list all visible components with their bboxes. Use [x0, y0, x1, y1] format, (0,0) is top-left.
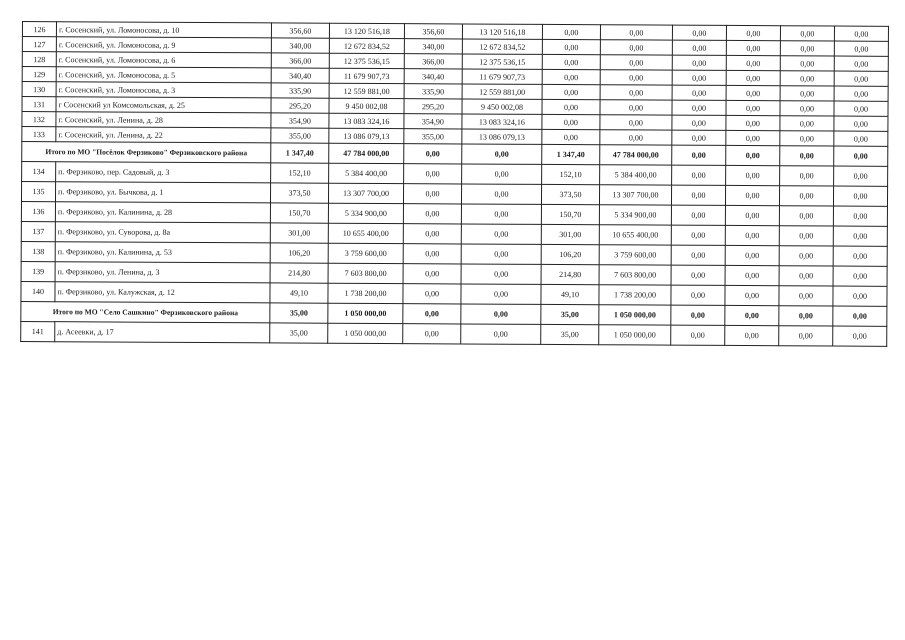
- value-cell: 0,00: [833, 246, 887, 266]
- value-cell: 0,00: [600, 55, 672, 70]
- row-number: 133: [22, 127, 56, 142]
- value-cell: 0,00: [461, 184, 541, 204]
- value-cell: 150,70: [270, 203, 328, 223]
- row-number: 134: [22, 162, 56, 182]
- value-cell: 0,00: [725, 245, 779, 265]
- value-cell: 0,00: [671, 285, 725, 305]
- value-cell: 0,00: [725, 285, 779, 305]
- value-cell: 335,90: [271, 83, 329, 98]
- value-cell: 5 334 900,00: [328, 203, 403, 223]
- value-cell: 0,00: [672, 100, 726, 115]
- value-cell: 0,00: [542, 84, 600, 99]
- row-number: 138: [21, 241, 55, 261]
- row-number: 137: [21, 221, 55, 241]
- address-cell: г. Сосенский, ул. Ломоносова, д. 5: [56, 67, 271, 83]
- row-number: 131: [22, 97, 56, 112]
- value-cell: 1 347,40: [542, 144, 600, 164]
- value-cell: 0,00: [672, 70, 726, 85]
- value-cell: 0,00: [780, 86, 834, 101]
- value-cell: 0,00: [726, 165, 780, 185]
- value-cell: 301,00: [270, 223, 328, 243]
- value-cell: 3 759 600,00: [599, 245, 671, 265]
- value-cell: 0,00: [600, 85, 672, 100]
- value-cell: 9 450 002,08: [329, 98, 404, 113]
- address-cell: г. Сосенский, ул. Ломоносова, д. 10: [56, 22, 271, 38]
- value-cell: 0,00: [403, 304, 461, 324]
- value-cell: 1 738 200,00: [328, 283, 403, 303]
- value-cell: 340,40: [404, 69, 462, 84]
- value-cell: 1 347,40: [271, 143, 329, 163]
- value-cell: 13 086 079,13: [329, 128, 404, 143]
- value-cell: 335,90: [404, 84, 462, 99]
- value-cell: 0,00: [671, 265, 725, 285]
- address-cell: п. Ферзиково, ул. Калинина, д. 53: [55, 242, 270, 263]
- address-cell: д. Асеевки, д. 17: [55, 322, 270, 343]
- value-cell: 366,00: [271, 53, 329, 68]
- address-cell: п. Ферзиково, пер. Садовый, д. 3: [56, 162, 271, 183]
- value-cell: 0,00: [672, 40, 726, 55]
- value-cell: 0,00: [725, 265, 779, 285]
- value-cell: 9 450 002,08: [462, 99, 542, 114]
- row-number: 136: [21, 201, 55, 221]
- value-cell: 0,00: [779, 266, 833, 286]
- value-cell: 0,00: [779, 326, 833, 346]
- value-cell: 150,70: [541, 204, 599, 224]
- value-cell: 5 384 400,00: [329, 163, 404, 183]
- value-cell: 0,00: [725, 205, 779, 225]
- value-cell: 0,00: [672, 115, 726, 130]
- value-cell: 0,00: [461, 264, 541, 284]
- value-cell: 0,00: [600, 70, 672, 85]
- value-cell: 0,00: [671, 325, 725, 345]
- value-cell: 295,20: [271, 98, 329, 113]
- value-cell: 7 603 800,00: [328, 263, 403, 283]
- value-cell: 5 334 900,00: [599, 205, 671, 225]
- value-cell: 13 086 079,13: [462, 129, 542, 144]
- value-cell: 0,00: [726, 85, 780, 100]
- value-cell: 0,00: [461, 224, 541, 244]
- address-cell: п. Ферзиково, ул. Бычкова, д. 1: [55, 182, 270, 203]
- value-cell: 106,20: [270, 243, 328, 263]
- value-cell: 0,00: [833, 186, 887, 206]
- value-cell: 0,00: [726, 130, 780, 145]
- value-cell: 0,00: [726, 25, 780, 40]
- value-cell: 0,00: [780, 71, 834, 86]
- row-number: 140: [21, 281, 55, 301]
- value-cell: 214,80: [270, 263, 328, 283]
- value-cell: 35,00: [270, 303, 328, 323]
- value-cell: 0,00: [404, 144, 462, 164]
- address-cell: г. Сосенский, ул. Ленина, д. 28: [56, 112, 271, 128]
- value-cell: 5 384 400,00: [600, 165, 672, 185]
- value-cell: 35,00: [541, 304, 599, 324]
- value-cell: 0,00: [834, 56, 888, 71]
- value-cell: 0,00: [780, 131, 834, 146]
- value-cell: 12 672 834,52: [462, 39, 542, 54]
- value-cell: 13 083 324,16: [329, 113, 404, 128]
- table-row: [21, 321, 887, 346]
- value-cell: 13 120 516,18: [329, 23, 404, 38]
- value-cell: 0,00: [671, 205, 725, 225]
- value-cell: 0,00: [542, 39, 600, 54]
- value-cell: 1 738 200,00: [599, 285, 671, 305]
- value-cell: 13 307 700,00: [599, 185, 671, 205]
- row-number: 135: [21, 182, 55, 202]
- value-cell: 0,00: [404, 164, 462, 184]
- address-cell: г. Сосенский, ул. Ломоносова, д. 3: [56, 82, 271, 98]
- address-cell: г. Сосенский, ул. Ленина, д. 22: [56, 127, 271, 143]
- value-cell: 49,10: [541, 284, 599, 304]
- value-cell: 356,60: [271, 23, 329, 38]
- value-cell: 0,00: [779, 246, 833, 266]
- value-cell: 0,00: [542, 24, 600, 39]
- value-cell: 340,40: [271, 68, 329, 83]
- value-cell: 0,00: [671, 225, 725, 245]
- value-cell: 0,00: [780, 116, 834, 131]
- value-cell: 0,00: [403, 224, 461, 244]
- value-cell: 13 120 516,18: [462, 24, 542, 39]
- value-cell: 11 679 907,73: [462, 69, 542, 84]
- value-cell: 214,80: [541, 264, 599, 284]
- row-number: 132: [22, 112, 56, 127]
- value-cell: 0,00: [726, 145, 780, 165]
- value-cell: 0,00: [834, 166, 888, 186]
- value-cell: 0,00: [672, 25, 726, 40]
- value-cell: 0,00: [403, 284, 461, 304]
- value-cell: 0,00: [726, 70, 780, 85]
- subtotal-label: Итого по МО "Село Сашкино" Ферзиковского района: [21, 301, 270, 322]
- value-cell: 0,00: [780, 26, 834, 41]
- address-cell: п. Ферзиково, ул. Ленина, д. 3: [55, 262, 270, 283]
- value-cell: 7 603 800,00: [599, 265, 671, 285]
- value-cell: 1 050 000,00: [328, 323, 403, 343]
- value-cell: 0,00: [725, 185, 779, 205]
- row-number: 130: [22, 82, 56, 97]
- value-cell: 0,00: [542, 69, 600, 84]
- value-cell: 0,00: [725, 325, 779, 345]
- value-cell: 301,00: [541, 224, 599, 244]
- value-cell: 0,00: [833, 226, 887, 246]
- value-cell: 0,00: [779, 306, 833, 326]
- value-cell: 0,00: [833, 266, 887, 286]
- value-cell: 0,00: [600, 40, 672, 55]
- address-cell: г Сосенский ул Комсомольская, д. 25: [56, 97, 271, 113]
- value-cell: 47 784 000,00: [600, 145, 672, 165]
- row-number: 141: [21, 321, 55, 341]
- value-cell: 0,00: [779, 206, 833, 226]
- value-cell: 0,00: [779, 186, 833, 206]
- value-cell: 0,00: [461, 304, 541, 324]
- value-cell: 0,00: [542, 54, 600, 69]
- value-cell: 47 784 000,00: [329, 143, 404, 163]
- value-cell: 0,00: [833, 306, 887, 326]
- value-cell: 11 679 907,73: [329, 68, 404, 83]
- value-cell: 13 083 324,16: [462, 114, 542, 129]
- value-cell: 0,00: [462, 144, 542, 164]
- value-cell: 35,00: [270, 323, 328, 343]
- value-cell: 0,00: [780, 56, 834, 71]
- value-cell: 0,00: [403, 184, 461, 204]
- address-cell: п. Ферзиково, ул. Калужская, д. 12: [55, 282, 270, 303]
- value-cell: 152,10: [542, 164, 600, 184]
- value-cell: 0,00: [461, 244, 541, 264]
- value-cell: 0,00: [780, 41, 834, 56]
- value-cell: 0,00: [671, 185, 725, 205]
- address-cell: г. Сосенский, ул. Ломоносова, д. 6: [56, 52, 271, 68]
- value-cell: 0,00: [461, 324, 541, 344]
- value-cell: 0,00: [779, 286, 833, 306]
- value-cell: 0,00: [403, 264, 461, 284]
- value-cell: 13 307 700,00: [328, 183, 403, 203]
- value-cell: 1 050 000,00: [328, 303, 403, 323]
- value-cell: 0,00: [403, 324, 461, 344]
- value-cell: 0,00: [671, 305, 725, 325]
- value-cell: 340,00: [404, 39, 462, 54]
- register-table: [20, 21, 889, 347]
- value-cell: 0,00: [834, 26, 888, 41]
- value-cell: 1 050 000,00: [599, 325, 671, 345]
- value-cell: 355,00: [404, 129, 462, 144]
- value-cell: 0,00: [461, 204, 541, 224]
- value-cell: 0,00: [462, 164, 542, 184]
- value-cell: 0,00: [725, 305, 779, 325]
- value-cell: 0,00: [403, 204, 461, 224]
- value-cell: 0,00: [542, 114, 600, 129]
- value-cell: 295,20: [404, 99, 462, 114]
- value-cell: 0,00: [542, 99, 600, 114]
- address-cell: г. Сосенский, ул. Ломоносова, д. 9: [56, 37, 271, 53]
- value-cell: 0,00: [671, 245, 725, 265]
- value-cell: 0,00: [780, 146, 834, 166]
- value-cell: 152,10: [271, 163, 329, 183]
- value-cell: 12 559 881,00: [462, 84, 542, 99]
- value-cell: 0,00: [779, 226, 833, 246]
- row-number: 128: [22, 52, 56, 67]
- address-cell: п. Ферзиково, ул. Калинина, д. 28: [55, 202, 270, 223]
- value-cell: 106,20: [541, 244, 599, 264]
- value-cell: 0,00: [542, 129, 600, 144]
- value-cell: 0,00: [726, 100, 780, 115]
- value-cell: 0,00: [725, 225, 779, 245]
- document-page: [20, 21, 889, 347]
- value-cell: 12 375 536,15: [462, 54, 542, 69]
- value-cell: 0,00: [600, 130, 672, 145]
- subtotal-label: Итого по МО "Посёлок Ферзиково" Ферзиковского района: [22, 142, 271, 163]
- value-cell: 0,00: [780, 101, 834, 116]
- value-cell: 12 559 881,00: [329, 83, 404, 98]
- value-cell: 0,00: [834, 71, 888, 86]
- value-cell: 340,00: [271, 38, 329, 53]
- value-cell: 1 050 000,00: [599, 305, 671, 325]
- value-cell: 0,00: [672, 130, 726, 145]
- value-cell: 354,90: [404, 114, 462, 129]
- value-cell: 0,00: [726, 115, 780, 130]
- value-cell: 0,00: [672, 85, 726, 100]
- value-cell: 12 375 536,15: [329, 53, 404, 68]
- value-cell: 0,00: [672, 55, 726, 70]
- value-cell: 0,00: [834, 131, 888, 146]
- value-cell: 0,00: [780, 166, 834, 186]
- value-cell: 0,00: [834, 86, 888, 101]
- value-cell: 373,50: [541, 184, 599, 204]
- value-cell: 366,00: [404, 54, 462, 69]
- value-cell: 0,00: [834, 146, 888, 166]
- value-cell: 3 759 600,00: [328, 243, 403, 263]
- value-cell: 0,00: [600, 100, 672, 115]
- row-number: 126: [22, 22, 56, 37]
- value-cell: 0,00: [403, 244, 461, 264]
- row-number: 129: [22, 67, 56, 82]
- value-cell: 354,90: [271, 113, 329, 128]
- value-cell: 356,60: [404, 24, 462, 39]
- value-cell: 373,50: [270, 183, 328, 203]
- value-cell: 0,00: [600, 25, 672, 40]
- table-body: [21, 22, 889, 347]
- value-cell: 0,00: [726, 40, 780, 55]
- value-cell: 10 655 400,00: [599, 225, 671, 245]
- value-cell: 0,00: [672, 145, 726, 165]
- value-cell: 0,00: [833, 206, 887, 226]
- row-number: 139: [21, 261, 55, 281]
- value-cell: 0,00: [833, 326, 887, 346]
- value-cell: 355,00: [271, 128, 329, 143]
- value-cell: 35,00: [541, 324, 599, 344]
- row-number: 127: [22, 37, 56, 52]
- value-cell: 0,00: [834, 116, 888, 131]
- value-cell: 49,10: [270, 283, 328, 303]
- value-cell: 0,00: [461, 284, 541, 304]
- value-cell: 0,00: [600, 115, 672, 130]
- value-cell: 0,00: [726, 55, 780, 70]
- value-cell: 10 655 400,00: [328, 223, 403, 243]
- value-cell: 0,00: [834, 101, 888, 116]
- address-cell: п. Ферзиково, ул. Суворова, д. 8а: [55, 222, 270, 243]
- value-cell: 12 672 834,52: [329, 38, 404, 53]
- value-cell: 0,00: [672, 165, 726, 185]
- value-cell: 0,00: [834, 41, 888, 56]
- value-cell: 0,00: [833, 286, 887, 306]
